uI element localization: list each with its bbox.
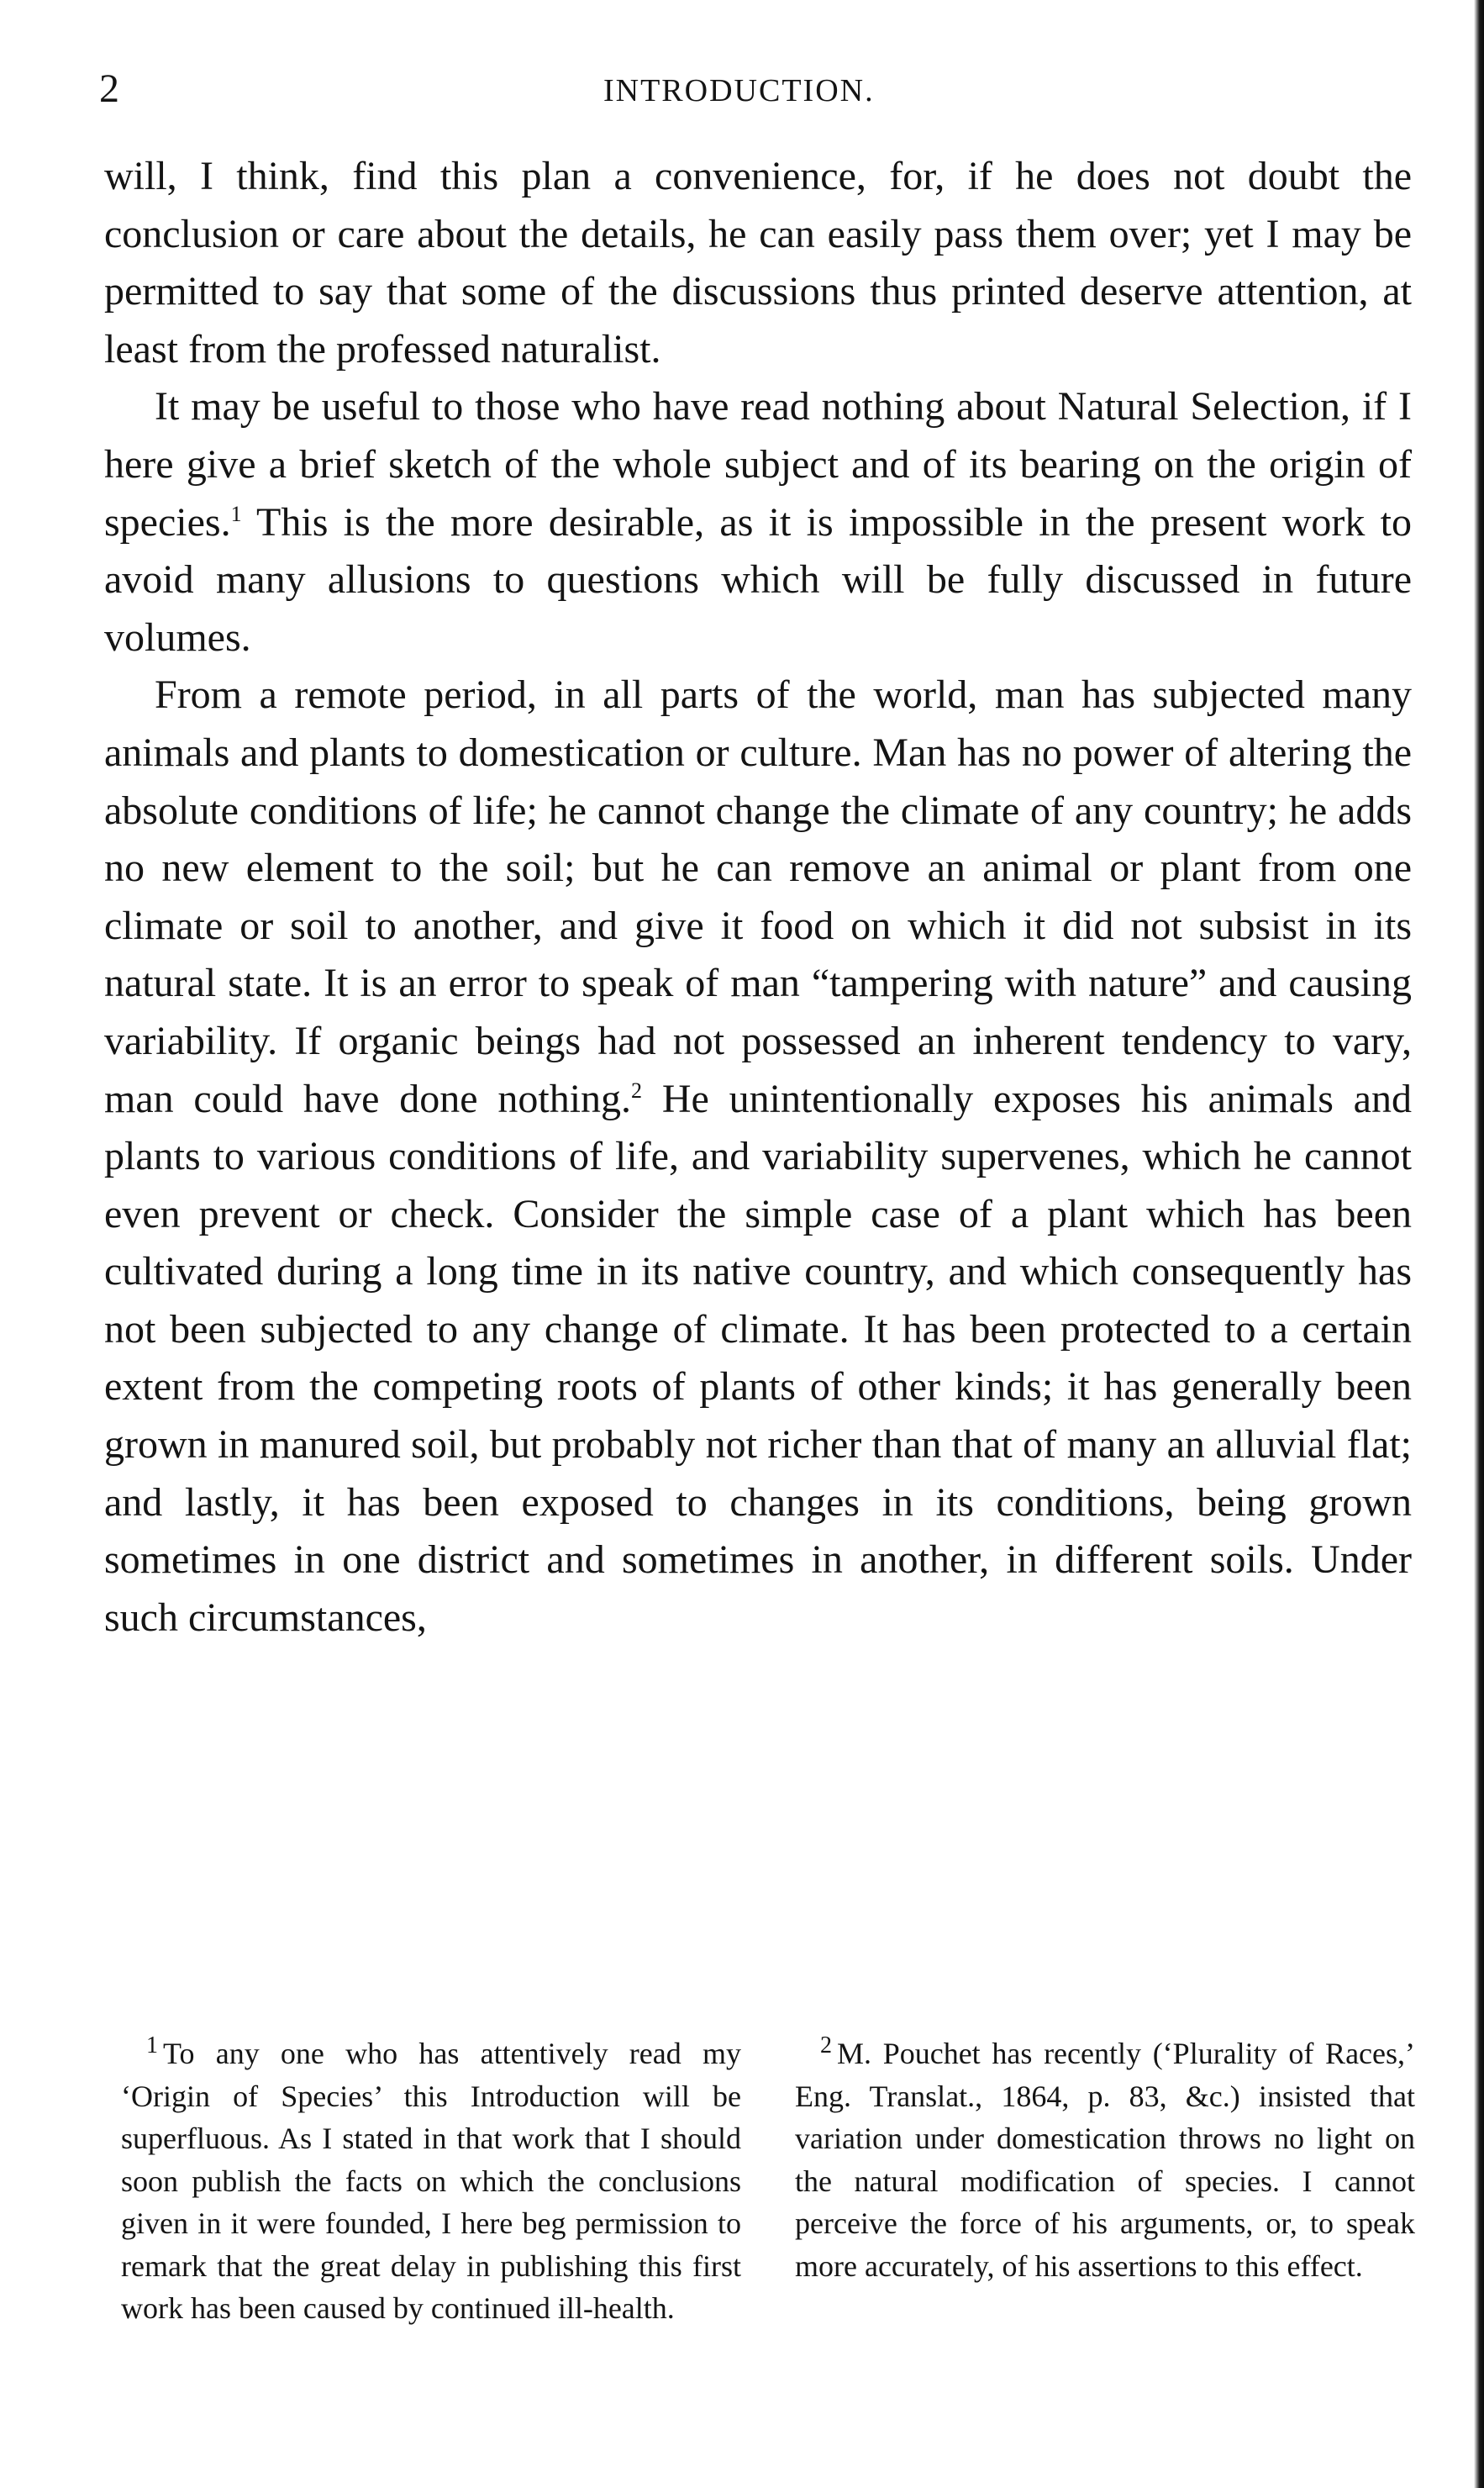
- paragraph-1: will, I think, find this plan a convenience, for, if he does not doubt the conclusion or care about the details, he can easily pass them over; yet I may be permitted to say that some of the discussions thus printed deserve attention, at least from the professed naturalist.: [104, 154, 1412, 372]
- running-head: INTRODUCTION.: [603, 73, 875, 108]
- footnote-1: [121, 2032, 741, 2330]
- footnote-1-text: To any one who has attentively read my ‘Origin of Species’ this Introduction will be superfluous. As I stated in that work that I should soon publish the facts on which the conclusions given in it were founded, I here beg permission to remark that the great delay in publishing this first work has been caused by continued ill-health.: [121, 2037, 741, 2325]
- footnote-ref-1: 1: [230, 501, 242, 526]
- footnotes: [121, 2032, 1415, 2330]
- paragraph-3: [104, 667, 1412, 1647]
- paragraph-3-text-b: He unintentionally exposes his animals and plants to various conditions of life, and variability supervenes, which he cannot even prevent or check. Consider the simple case of a plant which has been cultivated during a long time in its native country, and which consequently has not been subjected to any change of climate. It has been protected to a certain extent from the competing roots of plants of other kinds; it has generally been grown in manured soil, but probably not richer than that of many an alluvial flat; and lastly, it has been exposed to changes in its conditions, being grown sometimes in one district and sometimes in another, in different soils. Under such circumstances,: [104, 1076, 1412, 1640]
- page-number: 2: [99, 66, 119, 111]
- footnote-1-number: 1: [146, 2032, 158, 2058]
- page-edge-shadow: [1474, 0, 1484, 2488]
- body-text: [104, 148, 1412, 1647]
- paragraph-2-text-b: This is the more desirable, as it is impossible in the present work to avoid many allusions to questions which will be fully discussed in future volumes.: [104, 499, 1412, 660]
- footnote-ref-2: 2: [631, 1078, 643, 1103]
- paragraph-3-text-a: From a remote period, in all parts of the world, man has subjected many animals and plants to domestication or culture. Man has no power of altering the absolute conditions of life; he cannot change the climate of any country; he adds no new element to the soil; but he can remove an animal or plant from one climate or soil to another, and give it food on which it did not subsist in its natural state. It is an error to speak of man “tampering with nature” and causing variability. If organic beings had not possessed an inherent tendency to vary, man could have done nothing.: [104, 672, 1412, 1121]
- paragraph-2: [104, 378, 1412, 667]
- footnote-2-number: 2: [820, 2032, 832, 2058]
- footnote-2: [795, 2032, 1415, 2330]
- footnote-2-text: M. Pouchet has recently (‘Plurality of Races,’ Eng. Translat., 1864, p. 83, &c.) insisted that variation under domestication throws no light on the natural modification of species. I cannot perceive the force of his arguments, or, to speak more accurately, of his assertions to this effect.: [795, 2037, 1415, 2283]
- paragraph-2-text-a: It may be useful to those who have read nothing about Natural Selection, if I here give a brief sketch of the whole subject and of its bearing on the origin of species.: [104, 384, 1412, 545]
- page-header: [99, 66, 1410, 116]
